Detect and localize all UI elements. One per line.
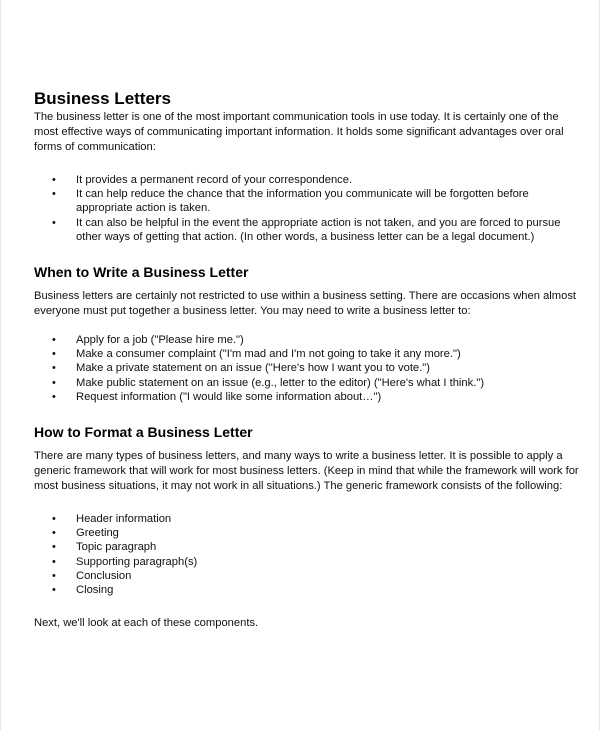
list-item-text: Apply for a job ("Please hire me.") [76,334,244,347]
list-item-text: It can also be helpful in the event the appropriate action is not taken, and you are forced to pursue other ways of getting that action. (In other words, a business letter can be a legal document.) [76,216,561,243]
list-item [34,361,579,375]
list-item-text: Make a consumer complaint ("I'm mad and I'm not going to take it any more.") [76,348,461,361]
list-item-text: It can help reduce the chance that the information you communicate will be forgotten before appropriate action is taken. [76,188,529,215]
bullet-icon: • [52,216,56,229]
list-item [34,526,579,540]
bullet-icon: • [52,513,56,526]
format-list [34,512,579,597]
list-item [34,540,579,554]
when-heading: When to Write a Business Letter [34,264,249,281]
advantages-list [34,173,579,244]
list-item-text: Closing [76,584,114,597]
list-item-text: Greeting [76,527,119,540]
list-item-text: Request information ("I would like some information about…") [76,390,382,403]
list-item-text: Topic paragraph [76,541,157,554]
list-item [34,216,579,244]
list-item [34,569,579,583]
list-item [34,512,579,526]
document-title: Business Letters [34,89,171,108]
bullet-icon: • [52,555,56,568]
list-item [34,376,579,390]
bullet-icon: • [52,390,56,403]
list-item-text: Make a private statement on an issue ("Here's how I want you to vote.") [76,362,430,375]
list-item [34,390,579,404]
format-paragraph: There are many types of business letters, and many ways to write a business letter. It is possible to apply a generic framework that will work for most business letters. (Keep in mind that while the framework will work for most business situations, it may not work in all situations.) The generic framework consists of the following: [34,450,579,493]
intro-paragraph: The business letter is one of the most important communication tools in use today. It is certainly one of the most effective ways of communicating important information. It holds some significant advantages over oral forms of communication: [34,111,564,153]
bullet-icon: • [52,541,56,554]
bullet-icon: • [52,584,56,597]
bullet-icon: • [52,376,56,389]
bullet-icon: • [52,362,56,375]
list-item-text: Header information [76,513,172,526]
bullet-icon: • [52,569,56,582]
closing-paragraph: Next, we'll look at each of these components. [34,617,259,630]
list-item-text: Make public statement on an issue (e.g., letter to the editor) ("Here's what I think.") [76,376,485,389]
bullet-icon: • [52,334,56,347]
document-content [34,88,579,631]
format-heading: How to Format a Business Letter [34,424,253,441]
list-item-text: Supporting paragraph(s) [76,555,198,568]
bullet-icon: • [52,174,56,186]
list-item-text: Conclusion [76,569,132,582]
list-item [34,187,579,215]
when-list [34,333,579,404]
bullet-icon: • [52,348,56,361]
bullet-icon: • [52,527,56,540]
when-paragraph: Business letters are certainly not restricted to use within a business setting. There are occasions when almost everyone must put together a business letter. You may need to write a business letter to: [34,290,577,318]
list-item [34,555,579,569]
list-item [34,173,579,187]
list-item [34,347,579,361]
list-item-text: It provides a permanent record of your correspondence. [76,174,353,186]
bullet-icon: • [52,188,56,201]
list-item [34,583,579,597]
list-item [34,333,579,347]
